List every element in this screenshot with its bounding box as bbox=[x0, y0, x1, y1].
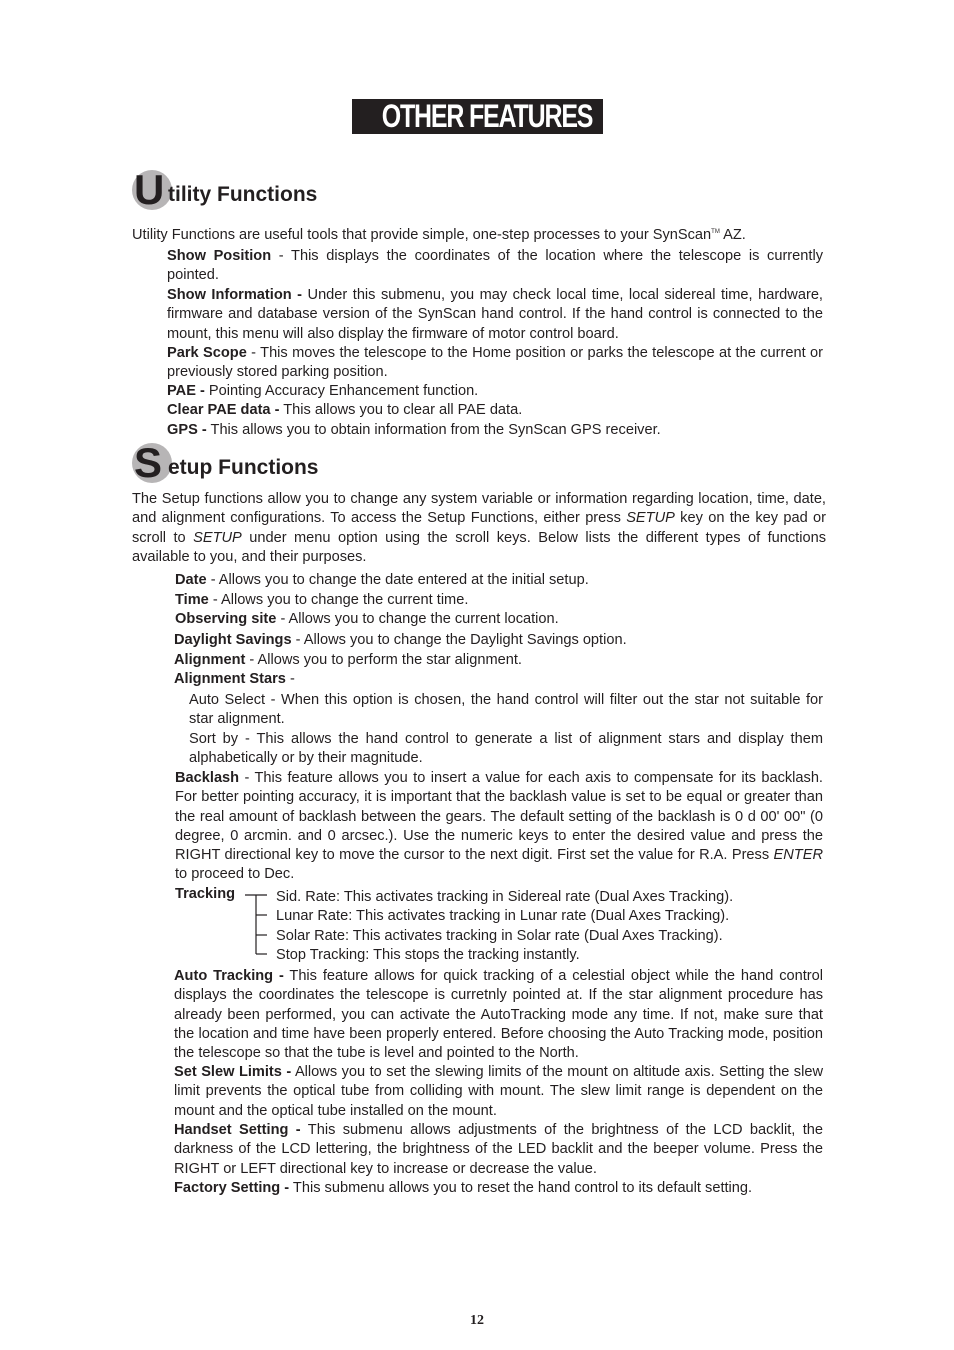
utility-functions-heading bbox=[132, 166, 432, 214]
setup-key-name: SETUP bbox=[626, 510, 675, 527]
utility-item-gps bbox=[167, 421, 661, 440]
heading-text: tility Functions bbox=[168, 183, 318, 206]
setup-item-time bbox=[175, 591, 468, 610]
setup-intro-text: under menu option using the scroll keys. Below lists the different types of functions available to you, and their purposes. bbox=[132, 529, 826, 565]
setup-item-auto-tracking bbox=[174, 967, 823, 1063]
tracking-option-lunar: Lunar Rate: This activates tracking in Lunar rate (Dual Axes Tracking). bbox=[276, 908, 730, 924]
page-title bbox=[352, 99, 603, 134]
trademark-mark: TM bbox=[711, 229, 720, 235]
item-description: - Allows you to change the date entered at the initial setup. bbox=[206, 572, 589, 588]
item-term: Factory Setting - bbox=[174, 1180, 290, 1196]
item-term: Park Scope bbox=[167, 345, 247, 361]
tracking-bracket bbox=[240, 888, 272, 960]
item-description: to proceed to Dec. bbox=[175, 866, 295, 883]
item-term: Set Slew Limits - bbox=[174, 1064, 292, 1080]
utility-item-show-information bbox=[167, 286, 823, 344]
item-description: Under this submenu, you may check local time, local sidereal time, hardware, firmware and database version of the SynScan hand control. If the hand control is connected to the mount, this menu will also display the firmware of motor control board. bbox=[167, 287, 823, 342]
tracking-option-stop: Stop Tracking: This stops the tracking instantly. bbox=[276, 947, 580, 963]
item-term: Show Position bbox=[167, 248, 272, 264]
setup-key-name: SETUP bbox=[193, 529, 242, 546]
item-term: Time bbox=[175, 592, 209, 608]
item-term: Clear PAE data - bbox=[167, 402, 280, 418]
alignment-option-auto-select: Auto Select - When this option is chosen, the hand control will filter out the star not suitable for star alignment. bbox=[189, 692, 823, 728]
utility-intro-text: Utility Functions are useful tools that provide simple, one-step processes to your SynScan bbox=[132, 226, 712, 243]
item-description: - This feature allows you to insert a value for each axis to compensate for its backlash. For better pointing accuracy, it is important that the backlash value is set to be equal or greater than the real amount of backlash between the gears. The default setting of the backlash is 0 d 00' 00" (0 degree, 0 arcmin. and 0 arcsec.). Use the numeric keys to enter the desired value and press the RIGHT directional key to move the cursor to the next digit. First set the value for R.A. Press bbox=[175, 770, 823, 864]
setup-item-alignment bbox=[174, 651, 522, 670]
setup-item-alignment-stars bbox=[174, 670, 295, 689]
item-term: Alignment Stars bbox=[174, 671, 286, 687]
setup-intro-text: key on the key pad or scroll to bbox=[132, 510, 827, 546]
page-number: 12 bbox=[470, 1313, 484, 1328]
item-term: Show Information - bbox=[167, 287, 303, 303]
item-description: This submenu allows you to reset the hand control to its default setting. bbox=[289, 1180, 753, 1196]
item-description: This feature allows for quick tracking of a celestial object while the hand control displays the coordinates the telescope is curretnly pointed at. If the star alignment procedure has already been performed, you can activate the AutoTracking mode any time. If not, make sure that the location and time have been properly entered. Before choosing the Auto Tracking mode, position the telescope so that the tube is level and pointed to the North. bbox=[174, 968, 823, 1062]
item-term: Auto Tracking - bbox=[174, 968, 284, 984]
item-description: This submenu allows adjustments of the brightness of the LCD backlit, the darkness of the LCD lettering, the brightness of the LED backlit and the beeper volume. Press the RIGHT or LEFT directional key to increase or decrease the value. bbox=[174, 1122, 824, 1177]
setup-intro-text: The Setup functions allow you to change any system variable or information regarding location, time, date, and alignment configurations. To access the Setup Functions, either press bbox=[132, 491, 826, 527]
item-description: - This moves the telescope to the Home position or parks the telescope at the current or previously stored parking position. bbox=[167, 345, 823, 381]
utility-item-pae bbox=[167, 382, 478, 401]
item-description: Pointing Accuracy Enhancement function. bbox=[204, 383, 479, 399]
item-description: Allows you to set the slewing limits of the mount on altitude axis. Setting the slew limit prevents the optical tube from colliding with mount. The slew limit range is dependent on the mount and the optical tube installed on the mount. bbox=[174, 1064, 823, 1119]
item-term: Alignment bbox=[174, 652, 246, 668]
setup-item-slew-limits bbox=[174, 1063, 823, 1121]
setup-item-backlash bbox=[175, 769, 823, 885]
utility-intro-tail: AZ. bbox=[719, 226, 746, 243]
item-description: - Allows you to change the current location. bbox=[276, 611, 559, 627]
enter-key-name: ENTER bbox=[773, 847, 823, 864]
utility-intro bbox=[132, 223, 746, 245]
page-title-text: OTHER FEATURES bbox=[381, 98, 593, 134]
item-term: Date bbox=[175, 572, 207, 588]
heading-text: etup Functions bbox=[168, 456, 319, 479]
item-description: - Allows you to perform the star alignment. bbox=[245, 652, 522, 668]
tracking-option-solar: Solar Rate: This activates tracking in Solar rate (Dual Axes Tracking). bbox=[276, 928, 723, 944]
setup-item-daylight-savings bbox=[174, 631, 627, 650]
item-term: Daylight Savings bbox=[174, 632, 292, 648]
item-term: Backlash bbox=[175, 770, 240, 786]
setup-item-handset-setting bbox=[174, 1121, 823, 1179]
setup-item-date bbox=[175, 571, 589, 590]
item-description: - Allows you to change the Daylight Savings option. bbox=[291, 632, 627, 648]
item-description: - bbox=[285, 671, 295, 687]
item-description: - Allows you to change the current time. bbox=[208, 592, 469, 608]
item-description: This allows you to obtain information from the SynScan GPS receiver. bbox=[206, 422, 661, 438]
tracking-label: Tracking bbox=[175, 886, 236, 902]
setup-functions-heading bbox=[132, 439, 432, 487]
alignment-option-sort-by: Sort by - This allows the hand control to generate a list of alignment stars and display them alphabetically or by their magnitude. bbox=[189, 731, 823, 767]
item-description: - This displays the coordinates of the location where the telescope is currently pointed. bbox=[167, 248, 823, 284]
item-term: GPS - bbox=[167, 422, 207, 438]
setup-item-factory-setting bbox=[174, 1179, 752, 1198]
utility-item-park-scope bbox=[167, 344, 823, 383]
utility-item-show-position bbox=[167, 247, 823, 286]
heading-initial: S bbox=[134, 439, 163, 486]
item-term: Handset Setting - bbox=[174, 1122, 301, 1138]
item-term: PAE - bbox=[167, 383, 205, 399]
item-description: This allows you to clear all PAE data. bbox=[279, 402, 523, 418]
utility-item-clear-pae bbox=[167, 401, 522, 420]
tracking-option-sidereal: Sid. Rate: This activates tracking in Sidereal rate (Dual Axes Tracking). bbox=[276, 889, 734, 905]
setup-intro bbox=[132, 490, 826, 567]
item-term: Observing site bbox=[175, 611, 277, 627]
setup-item-observing-site bbox=[175, 610, 559, 629]
heading-initial: U bbox=[134, 166, 165, 213]
